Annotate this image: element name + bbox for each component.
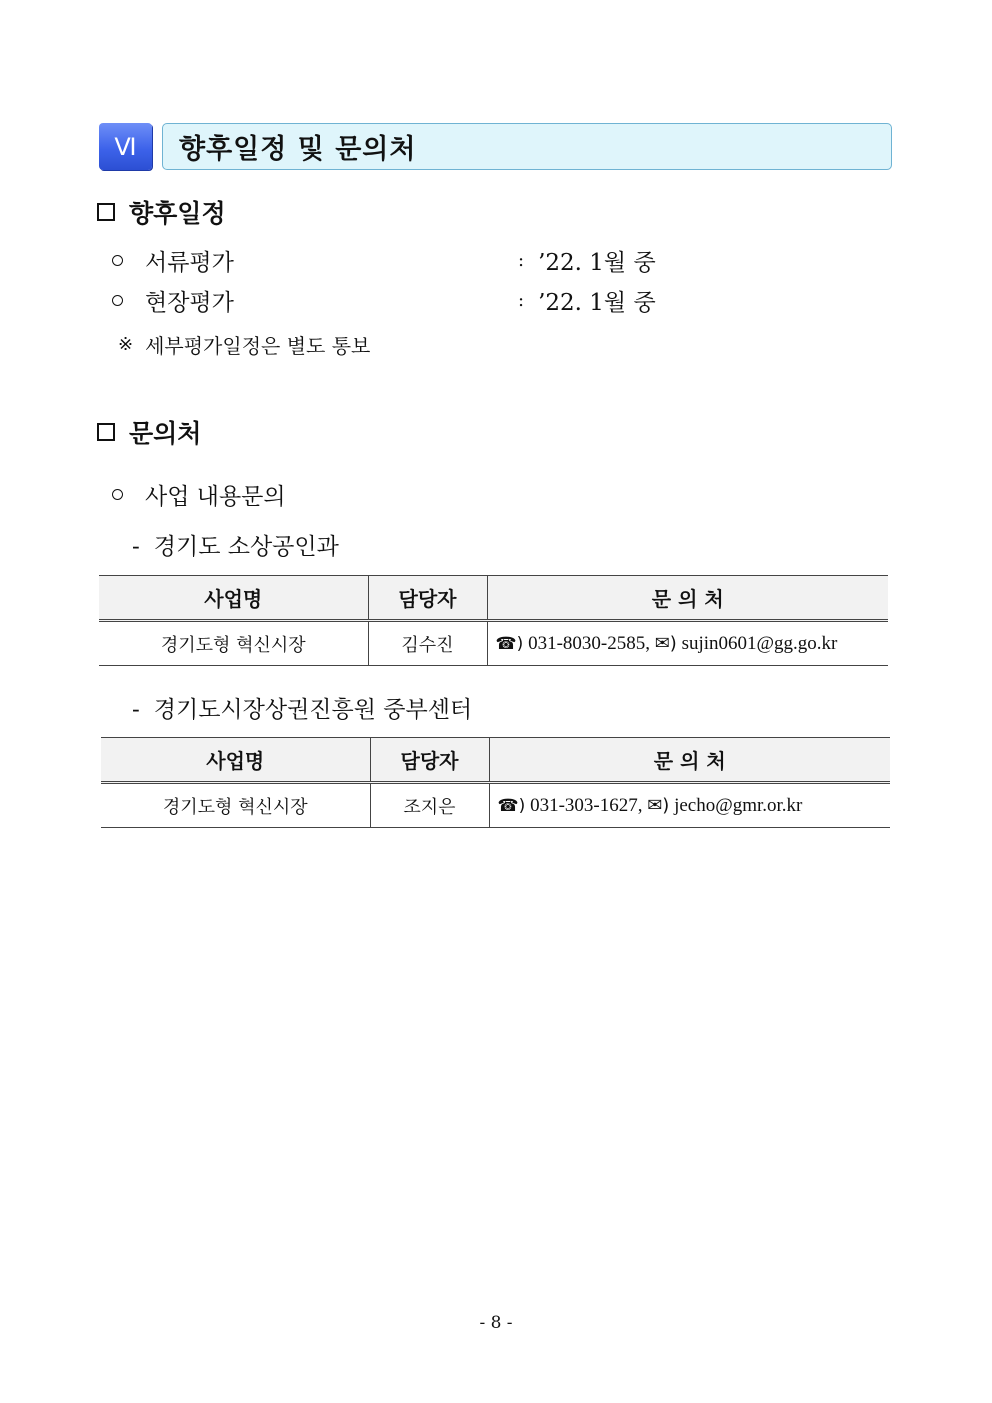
project-cell: 경기도형 혁신시장 [99,621,368,666]
column-header-contact: 문 의 처 [487,576,888,621]
schedule-colon: : [518,250,525,271]
contact-cell [487,621,888,666]
schedule-item-date: ’22. 1월 중 [538,290,656,316]
schedule-item-date: ’22. 1월 중 [538,250,656,276]
contact-org [132,691,472,724]
schedule-note-text: 세부평가일정은 별도 통보 [145,334,371,358]
manager-cell: 김수진 [368,621,487,666]
contact-table [101,737,890,828]
section-title-box [162,123,892,170]
contact-heading-text: 문의처 [129,419,202,448]
phone-number: 031-303-1627, [530,794,643,816]
schedule-heading-text: 향후일정 [129,199,226,228]
phone-number: 031-8030-2585, [528,632,650,654]
schedule-item [112,284,234,317]
section-number-badge [99,123,152,170]
column-header-manager: 담당자 [370,738,489,783]
schedule-item [112,244,234,277]
schedule-item-label: 서류평가 [145,250,234,276]
contact-sub-bullet-text: 사업 내용문의 [145,484,286,510]
contact-sub-bullet [112,478,286,511]
schedule-heading [97,194,226,230]
dash-mark: - [132,534,140,560]
section-title: 향후일정 및 문의처 [179,134,417,165]
schedule-note [118,330,370,359]
telephone-icon: ☎) [495,633,524,654]
table-row [101,783,890,828]
circle-bullet-icon [112,255,123,266]
section-number: Ⅵ [114,132,137,161]
square-bullet-icon [97,203,115,221]
circle-bullet-icon [112,295,123,306]
reference-mark-icon: ※ [118,334,134,355]
schedule-colon: : [518,290,525,311]
contact-table [99,575,888,666]
column-header-manager: 담당자 [368,576,487,621]
schedule-item-date-wrap [518,244,656,277]
email-address[interactable]: jecho@gmr.or.kr [674,794,803,816]
circle-bullet-icon [112,489,123,500]
square-bullet-icon [97,423,115,441]
contact-heading [97,414,201,450]
dash-mark: - [132,697,140,723]
envelope-icon: ✉) [654,632,677,654]
contact-org [132,528,339,561]
telephone-icon: ☎) [497,795,526,816]
table-header-row [101,738,890,783]
contact-cell [489,783,890,828]
column-header-project: 사업명 [101,738,370,783]
manager-cell: 조지은 [370,783,489,828]
schedule-item-label: 현장평가 [145,290,234,316]
page-number: - 8 - [479,1313,513,1333]
envelope-icon: ✉) [647,794,670,816]
contact-org-name: 경기도시장상권진흥원 중부센터 [153,697,473,723]
column-header-contact: 문 의 처 [489,738,890,783]
project-cell: 경기도형 혁신시장 [101,783,370,828]
schedule-item-date-wrap [518,284,656,317]
column-header-project: 사업명 [99,576,368,621]
table-row [99,621,888,666]
table-header-row [99,576,888,621]
email-address[interactable]: sujin0601@gg.go.kr [681,632,838,654]
contact-org-name: 경기도 소상공인과 [153,534,339,560]
